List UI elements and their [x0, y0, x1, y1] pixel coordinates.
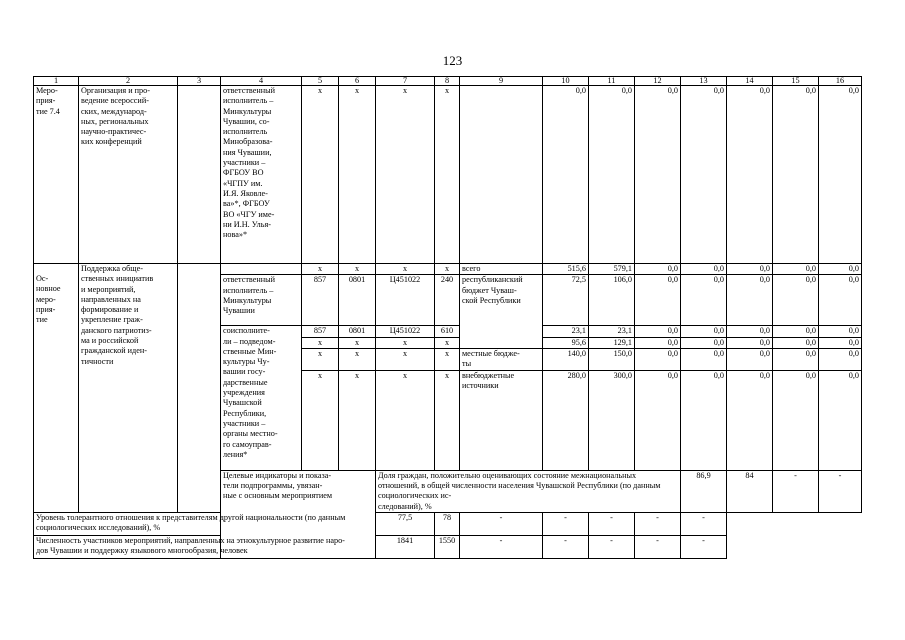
- source-cell: всего: [460, 264, 543, 275]
- section-cell: х: [339, 370, 376, 470]
- type-cell: 240: [435, 275, 460, 326]
- value-cell: 150,0: [589, 348, 635, 370]
- value-cell: 0,0: [773, 275, 819, 326]
- value-cell: 515,6: [543, 264, 589, 275]
- value-cell: 0,0: [635, 326, 681, 337]
- value-cell: 0,0: [727, 370, 773, 470]
- value-cell: 23,1: [589, 326, 635, 337]
- grbs-cell: 857: [302, 326, 339, 337]
- value-cell: 0,0: [819, 337, 862, 348]
- indicator-text: Доля граждан, положительно оценивающих состояние межнациональных отношений, в общей численности населения Чувашской Республики (по данным социологических ис- следований), %: [376, 470, 681, 512]
- value-cell: 0,0: [635, 86, 681, 264]
- value-cell: 0,0: [727, 326, 773, 337]
- type-cell: х: [435, 264, 460, 275]
- value-cell: 0,0: [635, 264, 681, 275]
- indicator-value: -: [589, 536, 635, 559]
- event-7-4-target: х: [376, 86, 435, 264]
- section-cell: х: [339, 264, 376, 275]
- indicator-value: 77,5: [376, 513, 435, 536]
- indicator-value: 86,9: [681, 470, 727, 512]
- indicator-value: -: [543, 536, 589, 559]
- value-cell: 0,0: [819, 326, 862, 337]
- value-cell: 0,0: [819, 86, 862, 264]
- value-cell: 0,0: [727, 264, 773, 275]
- indicator-row: [34, 513, 862, 536]
- column-numbers-row: [34, 77, 862, 86]
- section-cell: 0801: [339, 326, 376, 337]
- value-cell: 23,1: [543, 326, 589, 337]
- col-header: 6: [339, 77, 376, 86]
- value-cell: 0,0: [681, 348, 727, 370]
- value-cell: 129,1: [589, 337, 635, 348]
- value-cell: 0,0: [819, 370, 862, 470]
- main-event-executor: ответственный исполнитель – Минкультуры Чувашии: [221, 275, 302, 326]
- event-7-4-grbs: х: [302, 86, 339, 264]
- value-cell: 0,0: [773, 348, 819, 370]
- col-header: 5: [302, 77, 339, 86]
- event-7-4-executor: ответственный исполнитель – Минкультуры Чувашии, со- исполнитель Минобразова- ния Чувашии, участники – ФГБОУ ВО «ЧГПУ им. И.Я. Яковле- ва»*, ФГБОУ ВО «ЧГУ име- ни И.Н. Улья- нова»*: [221, 86, 302, 264]
- value-cell: 579,1: [589, 264, 635, 275]
- main-event-title: Поддержка обще- ственных инициатив и мероприятий, направленных на формирование и укрепление граж- данского патриотиз- ма и российской гражданской иден- тичности: [79, 264, 178, 513]
- indicator-value: -: [773, 470, 819, 512]
- grbs-cell: х: [302, 337, 339, 348]
- target-cell: х: [376, 370, 435, 470]
- source-cell: местные бюдже- ты: [460, 348, 543, 370]
- main-event-executor-blank: [221, 264, 302, 275]
- program-table: [33, 76, 862, 559]
- col-header: 8: [435, 77, 460, 86]
- event-7-4-title: Организация и про- ведение всероссий- ских, международ- ных, региональных научно-практичес- ких конференций: [79, 86, 178, 264]
- event-7-4-type: х: [435, 86, 460, 264]
- value-cell: 0,0: [681, 264, 727, 275]
- event-7-4-source: [460, 86, 543, 264]
- indicator-value: -: [681, 513, 727, 536]
- main-event-co-executors: соисполните- ли – подведом- ственные Мин- культуры Чу- вашии госу- дарственные учреждения Чувашской Республики, участники – органы местно- го самоупрaв- ления*: [221, 326, 302, 471]
- value-cell: 95,6: [543, 337, 589, 348]
- indicators-label: Целевые индикаторы и показа- тели подпрограммы, увязан- ные с основным мероприятием: [221, 470, 376, 558]
- event-7-4-col3: [178, 86, 221, 264]
- col-header: 11: [589, 77, 635, 86]
- value-cell: 0,0: [773, 86, 819, 264]
- indicator-value: 1841: [376, 536, 435, 559]
- value-cell: 106,0: [589, 275, 635, 326]
- value-cell: 0,0: [681, 337, 727, 348]
- indicator-value: -: [543, 513, 589, 536]
- indicator-value: -: [681, 536, 727, 559]
- indicator-value: -: [460, 536, 543, 559]
- main-event-col3: [178, 264, 221, 513]
- col-header: 3: [178, 77, 221, 86]
- section-cell: х: [339, 348, 376, 370]
- value-cell: 0,0: [773, 264, 819, 275]
- col-header: 12: [635, 77, 681, 86]
- col-header: 4: [221, 77, 302, 86]
- target-cell: х: [376, 264, 435, 275]
- value-cell: 0,0: [681, 86, 727, 264]
- grbs-cell: х: [302, 264, 339, 275]
- value-cell: 0,0: [635, 275, 681, 326]
- value-cell: 0,0: [681, 370, 727, 470]
- event-7-4-row: [34, 86, 862, 264]
- indicator-value: -: [635, 536, 681, 559]
- event-7-4-section: х: [339, 86, 376, 264]
- value-cell: 0,0: [635, 370, 681, 470]
- value-cell: 0,0: [773, 370, 819, 470]
- indicator-value: -: [460, 513, 543, 536]
- grbs-cell: х: [302, 348, 339, 370]
- section-cell: х: [339, 337, 376, 348]
- value-cell: 0,0: [727, 275, 773, 326]
- target-cell: х: [376, 337, 435, 348]
- value-cell: 0,0: [727, 86, 773, 264]
- grbs-cell: х: [302, 370, 339, 470]
- grbs-cell: 857: [302, 275, 339, 326]
- type-cell: 610: [435, 326, 460, 337]
- col-header: 10: [543, 77, 589, 86]
- value-cell: 0,0: [727, 348, 773, 370]
- value-cell: 280,0: [543, 370, 589, 470]
- col-header: 9: [460, 77, 543, 86]
- value-cell: 0,0: [543, 86, 589, 264]
- indicator-value: -: [819, 470, 862, 512]
- main-event-code: Ос- новное меро- прия- тие: [34, 264, 79, 513]
- value-cell: 0,0: [635, 337, 681, 348]
- section-cell: 0801: [339, 275, 376, 326]
- value-cell: 0,0: [681, 326, 727, 337]
- type-cell: х: [435, 370, 460, 470]
- col-header: 14: [727, 77, 773, 86]
- type-cell: х: [435, 348, 460, 370]
- value-cell: 0,0: [819, 264, 862, 275]
- col-header: 7: [376, 77, 435, 86]
- indicator-value: 78: [435, 513, 460, 536]
- value-cell: 0,0: [589, 86, 635, 264]
- value-cell: 0,0: [773, 337, 819, 348]
- col-header: 2: [79, 77, 178, 86]
- event-7-4-code: Меро- прия- тие 7.4: [34, 86, 79, 264]
- indicator-text: Уровень толерантного отношения к представителям другой национальности (по данным социологических исследований), %: [34, 513, 376, 536]
- target-cell: Ц451022: [376, 275, 435, 326]
- type-cell: х: [435, 337, 460, 348]
- col-header: 13: [681, 77, 727, 86]
- indicator-value: 1550: [435, 536, 460, 559]
- value-cell: 72,5: [543, 275, 589, 326]
- indicator-text: Численность участников мероприятий, направленных на этнокультурное развитие наро- дов Чувашии и поддержку языкового многообразия, человек: [34, 536, 376, 559]
- indicator-value: 84: [727, 470, 773, 512]
- indicator-row: [34, 536, 862, 559]
- value-cell: 0,0: [681, 275, 727, 326]
- value-cell: 0,0: [819, 275, 862, 326]
- main-event-total-row: [34, 264, 862, 275]
- value-cell: 0,0: [819, 348, 862, 370]
- source-cell: внебюджетные источники: [460, 370, 543, 470]
- indicator-value: -: [589, 513, 635, 536]
- value-cell: 0,0: [635, 348, 681, 370]
- value-cell: 140,0: [543, 348, 589, 370]
- indicator-value: -: [635, 513, 681, 536]
- col-header: 15: [773, 77, 819, 86]
- target-cell: Ц451022: [376, 326, 435, 337]
- value-cell: 0,0: [727, 337, 773, 348]
- source-cell: республиканский бюджет Чуваш- ской Республики: [460, 275, 543, 349]
- target-cell: х: [376, 348, 435, 370]
- col-header: 16: [819, 77, 862, 86]
- value-cell: 0,0: [773, 326, 819, 337]
- value-cell: 300,0: [589, 370, 635, 470]
- col-header: 1: [34, 77, 79, 86]
- page-number: 123: [442, 53, 463, 68]
